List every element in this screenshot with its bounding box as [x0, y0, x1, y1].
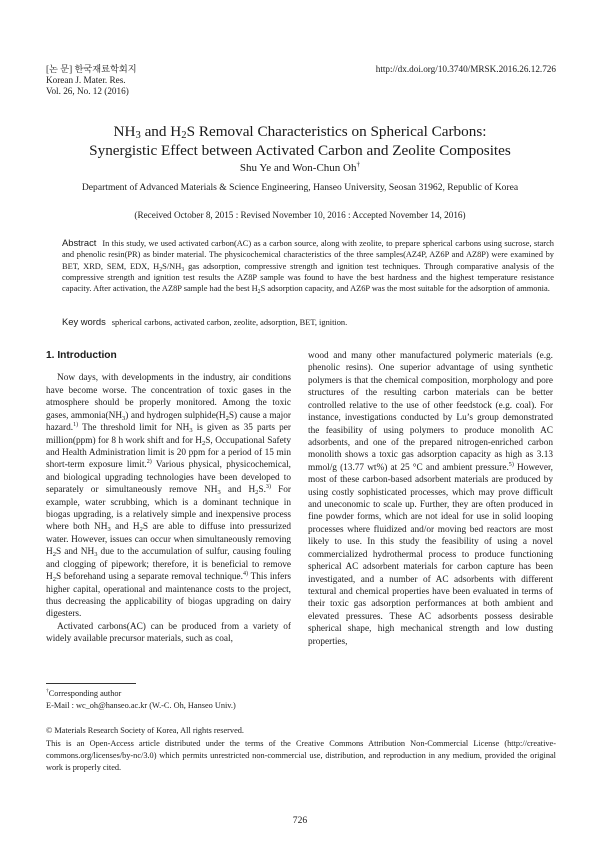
journal-header — [46, 64, 137, 97]
left-column — [46, 350, 291, 646]
author-email: E-Mail : wc_oh@hanseo.ac.kr (W.-C. Oh, Hanseo Univ.) — [46, 701, 236, 710]
title-line-2: Synergistic Effect between Activated Carbon and Zeolite Composites — [89, 142, 511, 159]
intro-paragraph-1: Now days, with developments in the industry, air conditions have become worse. The concentration of toxic gases in the atmosphere should be properly monitored. Among the toxic gases, $ammonia(NH_3)$ and hydrogen $sulphide(H_2S)$ cause a major hazard.$^{1)}$ The threshold limit for $NH_3$ is given as 35 parts per million(ppm) for 8 h work shift and for $H_2S$, Occupational Safety and Health Administration limit is 20 ppm for a period of 15 min short-term exposure limit.$^{2)}$ Various physical, physicochemical, and biological upgrading technologies have been developed to separately or simultaneously remove $NH_3$ and $H_2S.^{3)}$ For example, water scrubbing, which is a dominant technique in biogas upgrading, is a relatively simple and inexpensive process where both $NH_3$ and $H_2S$ are able to diffuse into pressurized water. However, issues can occur when simultaneously removing $H_2S$ and $NH_3$ due to the accumulation of sulfur, causing fouling and clogging of pipework; therefore, it is beneficial to remove $H_2S$ beforehand using a separate removal technique.$^{4)}$ This infers higher capital, operational and maintenance costs to the project, thus decreasing the applicability of biogas upgrading on dairy digesters. — [46, 373, 292, 620]
keywords — [62, 316, 554, 328]
paper-title — [0, 122, 600, 160]
abstract: Abstract In this study, we used activated carbon(AC) as a carbon source, along with zeolite, to prepare spherical carbons using sucrose, starch and phenolic resin(PR) as binder material. The physicochemical characteristics of the three samples(AZ4P, AZ6P and AZ8P) were examined by BET, XRD, SEM, EDX, $H_2S/NH_3$ gas adsorption, compressive strength and ignition test techniques. Through comparative analysis of the compressive strength and ignition test results the AZ8P sample was found to have the best hardness and the highest temperature resistance capacity. After activation, the AZ8P sample had the best $H_2S$ adsorption capacity, and AZ6P was the most suitable for the adsorption of ammonia. — [62, 237, 554, 296]
author-list: Shu Ye and Won-Chun Oh† — [239, 160, 361, 174]
corresponding-author-note: †Corresponding author — [46, 688, 122, 698]
abstract-label: Abstract — [62, 237, 97, 248]
right-column — [308, 350, 553, 648]
keywords-label: Key words — [62, 316, 106, 327]
affiliation: Department of Advanced Materials & Science Engineering, Hanseo University, Seosan 31962, Republic of Korea — [81, 182, 519, 193]
page-number: 726 — [292, 815, 308, 826]
footnote-divider — [46, 683, 136, 684]
section-heading-introduction: 1. Introduction — [46, 350, 117, 361]
doi-link[interactable]: http://dx.doi.org/10.3740/MRSK.2016.26.12.726 — [375, 64, 556, 74]
received-dates: (Received October 8, 2015 : Revised November 10, 2016 : Accepted November 14, 2016) — [134, 210, 466, 220]
keywords-text: spherical carbons, activated carbon, zeolite, adsorption, BET, ignition. — [111, 318, 348, 327]
journal-volume: Vol. 26, No. 12 (2016) — [46, 86, 129, 96]
intro-paragraph-2: Activated carbons(AC) can be produced from a variety of widely available precursor materials, such as coal, — [46, 621, 291, 645]
title-line-1: $NH_3$ and $H_2S$ Removal Characteristics on Spherical Carbons: — [113, 123, 487, 141]
journal-name-english: Korean J. Mater. Res. — [46, 75, 126, 85]
journal-name-korean: [논 문] 한국재료학회지 — [46, 64, 137, 74]
copyright-notice: © Materials Research Society of Korea, All rights reserved. — [46, 726, 244, 735]
license-notice: This is an Open-Access article distributed under the terms of the Creative Commons Attribution Non-Commercial License (http://creative-commons.org/licenses/by-nc/3.0) which permits unrestricted non-commercial use, distribution, and reproduction in any medium, provided the original work is properly cited. — [46, 739, 556, 772]
corresponding-mark: † — [356, 160, 361, 169]
intro-paragraph-3: wood and many other manufactured polymeric materials (e.g. phenolic resins). One superior advantage of using synthetic polymers is that the chemical composition, morphology and pore structures of the resulting carbon materials can be better controlled relative to the use of other feedstock (e.g. coal). For instance, investigations conducted by Lu’s group demonstrated the feasibility of using polymers to produce monolith AC adsorbents, and one of the prepared nitrogen-enriched carbon monolith shows a toxic gas adsorption capacity as high as 3.13 mmol/g (13.77 wt%) at 25 °C and ambient pressure.$^{5)}$ However, most of these carbon-based adsorbent materials are produced by using costly sophisticated processes, which may prove difficult and uneconomic to scale up. Further, they are often produced in fine powder forms, which are not ideal for use in solid looping processes where fluidized and/or moving bed reactors are most likely to use. In this study the feasibility of using a novel commercialized hydrothermal process to produce functioning spherical AC adsorbent materials for carbon capture has been investigated, and a number of AC adsorbents with different textural and chemical properties have been evaluated in terms of their toxic gas adsorption performances at both ambient and elevated pressures. These AC adsorbents possess desirable spherical shape, high mechanical strength and low dusting properties, — [308, 351, 553, 647]
